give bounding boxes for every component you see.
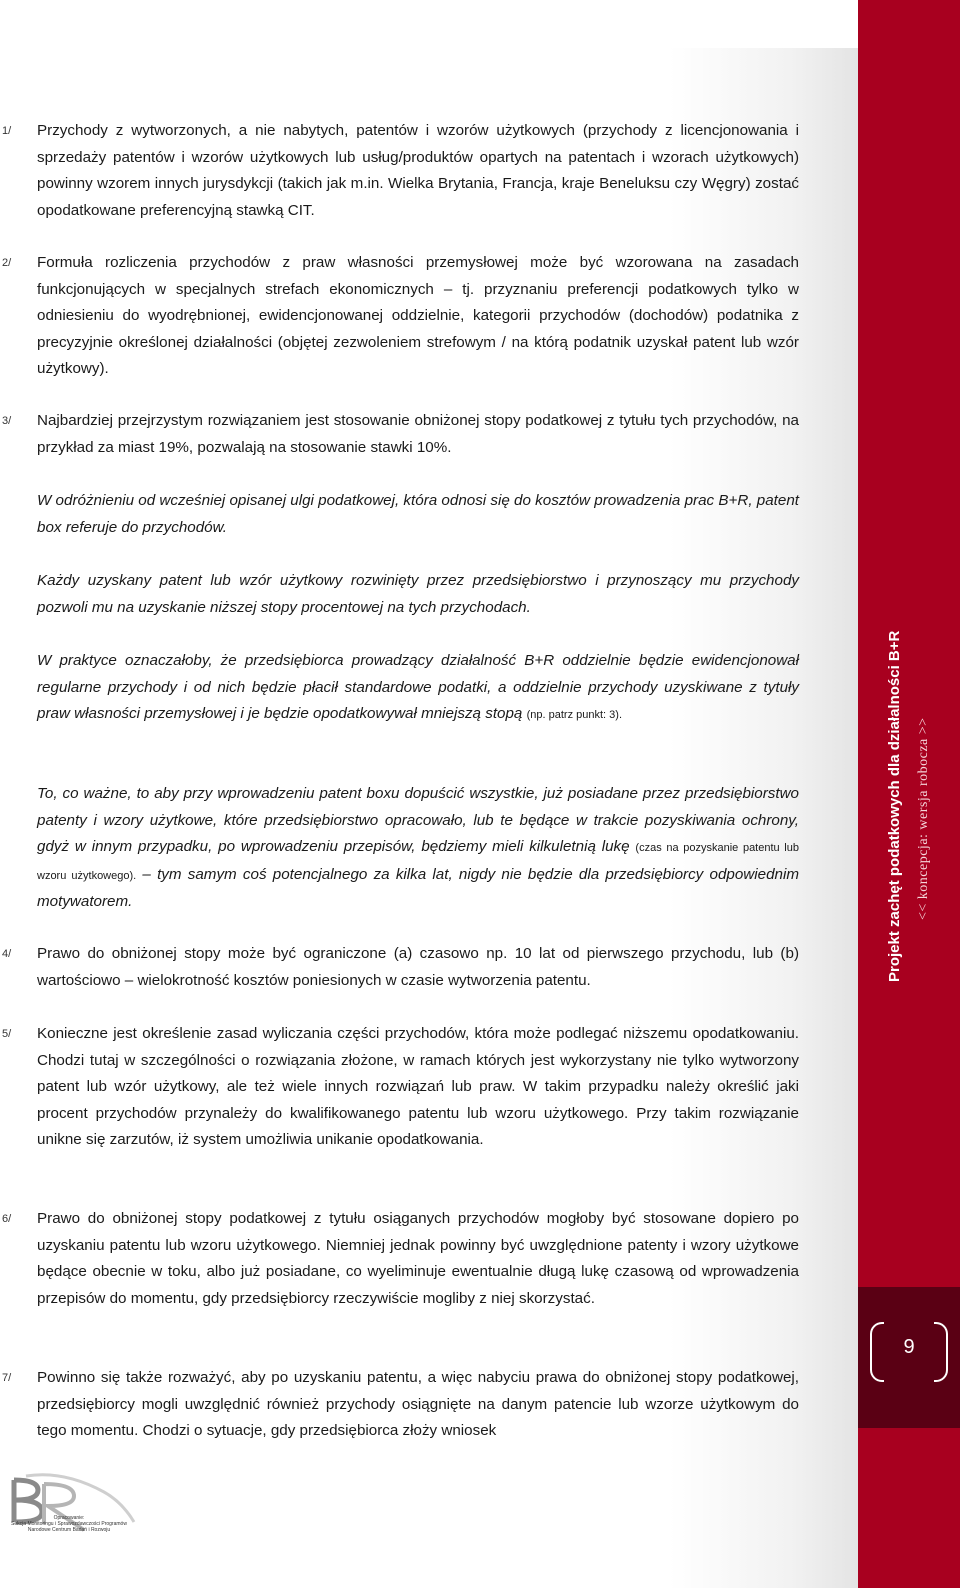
logo-caption-line: Opracowanie: [53, 1515, 85, 1521]
italic-note-4 [37, 781, 799, 916]
paragraph-5: Konieczne jest określenie zasad wyliczania części przychodów, która może podlegać niższemu opodatkowaniu. Chodzi tutaj w szczególności o rozwiązania złożone, w ramach których jest wykorzystany nie tylko wytworzony patent lub wzór użytkowy, ale też wiele innych rozwiązań lub praw. W takim przypadku należy określić jaki procent przychodów przynależy do kwalifikowanego patentu lub wzoru użytkowego. Przy takim rozwiązanie unikne się zarzutów, iż system umożliwia unikanie opodatkowania. [37, 1025, 799, 1148]
page-number-frame [868, 1322, 950, 1382]
sidebar-subtitle: << koncepcja: wersja robocza >> [916, 717, 931, 920]
italic-note-4-text: To, co ważne, to aby przy wprowadzeniu patent boxu dopuścić wszystkie, już posiadane przez przedsiębiorstwo patenty i wzory użytkowe, które przedsiębiorstwo opracowało, lub te będące w trakcie pozyskiwania ochrony, gdyż w innym przypadku, po wprowadzeniu przepisów, będziemy mieli kilkuletnią lukę [37, 785, 799, 855]
logo-caption-line: Narodowe Centrum Badań i Rozwoju [27, 1527, 111, 1533]
logo-caption [4, 1515, 134, 1533]
item-number: 7/ [2, 1372, 12, 1384]
paragraph-1: Przychody z wytworzonych, a nie nabytych, patentów i wzorów użytkowych (przychody z licencjonowania i sprzedaży patentów i wzorów użytkowych lub usług/produktów opartych na patentach i wzorach użytkowych) powinny wzorem innych jurysdykcji (takich jak m.in. Wielka Brytania, Francja, kraje Beneluksu czy Węgry) zostać opodatkowane preferencyjną stawką CIT. [37, 122, 799, 219]
sidebar-title: Projekt zachęt podatkowych dla działalności B+R [886, 630, 903, 982]
parenthetical-note: (czas na pozyskanie patentu lub wzoru użytkowego). [37, 842, 799, 882]
italic-note-3 [37, 648, 799, 729]
item-number: 1/ [2, 125, 12, 137]
item-number: 4/ [2, 948, 12, 960]
paragraph-4: Prawo do obniżonej stopy może być ograniczone (a) czasowo np. 10 lat od pierwszego przychodu, lub (b) wartościowo – wielokrotność kosztów poniesionych w czasie wytworzenia patentu. [37, 945, 799, 989]
italic-note-1: W odróżnieniu od wcześniej opisanej ulgi podatkowej, która odnosi się do kosztów prowadzenia prac B+R, patent box referuje do przychodów. [37, 492, 799, 536]
paragraph-7: Powinno się także rozważyć, aby po uzyskaniu patentu, a więc nabyciu prawa do obniżonej stopy podatkowej, przedsiębiorcy mogli uwzględnić również przychody osiągnięte na danym patencie lub wzorze użytkowym do tego momentu. Chodzi o sytuacje, gdy przedsiębiorca złoży wniosek [37, 1369, 799, 1439]
item-number: 3/ [2, 415, 12, 427]
item-number: 6/ [2, 1213, 12, 1225]
italic-note-3-text: W praktyce oznaczałoby, że przedsiębiorca prowadzący działalność B+R oddzielnie będzie ewidencjonował regularne przychody i od nich będzie płacił standardowe podatki, a oddzielnie przychody uzyskiwane z tytuły praw własności przemysłowej i je będzie opodatkowywał mniejszą stopą [37, 652, 799, 722]
reference-note: (np. patrz punkt: 3). [526, 709, 623, 721]
item-number: 2/ [2, 257, 12, 269]
page-number: 9 [903, 1336, 915, 1358]
paragraph-3: Najbardziej przejrzystym rozwiązaniem jest stosowanie obniżonej stopy podatkowej z tytułu tych przychodów, na przykład za miast 19%, pozwalają na stosowanie stawki 10%. [37, 412, 799, 456]
item-number: 5/ [2, 1028, 12, 1040]
italic-note-4-tail: – tym samym coś potencjalnego za kilka lat, nigdy nie będzie dla przedsiębiorcy odpowiednim motywatorem. [37, 865, 799, 910]
logo-caption-line: Sekcja Monitoringu i Sprawozdawczości Programów [11, 1521, 127, 1527]
paragraph-2: Formuła rozliczenia przychodów z praw własności przemysłowej może być wzorowana na zasadach funkcjonujących w specjalnych strefach ekonomicznych – tj. przyznaniu preferencji podatkowych tylko w odniesieniu do wyodrębnionej, ewidencjonowanej oddzielnie, kategorii przychodów (dochodów) podatnika z precyzyjnie określonej działalności (objętej zezwoleniem strefowym / na którą podatnik uzyskał patent lub wzór użytkowy). [37, 254, 799, 377]
paragraph-6: Prawo do obniżonej stopy podatkowej z tytułu osiąganych przychodów mogłoby być stosowane dopiero po uzyskaniu patentu lub wzoru użytkowego. Niemniej jednak powinny być uwzględnione patenty i wzory użytkowe będące obecnie w toku, albo już posiadane, co wyeliminuje ewentualnie długą lukę czasową od wprowadzenia przepisów do momentu, gdy przedsiębiorcy rzeczywiście mogliby z niej skorzystać. [37, 1210, 799, 1307]
italic-note-2: Każdy uzyskany patent lub wzór użytkowy rozwinięty przez przedsiębiorstwo i przynoszący mu przychody pozwoli mu na uzyskanie niższej stopy procentowej na tych przychodach. [37, 572, 799, 616]
